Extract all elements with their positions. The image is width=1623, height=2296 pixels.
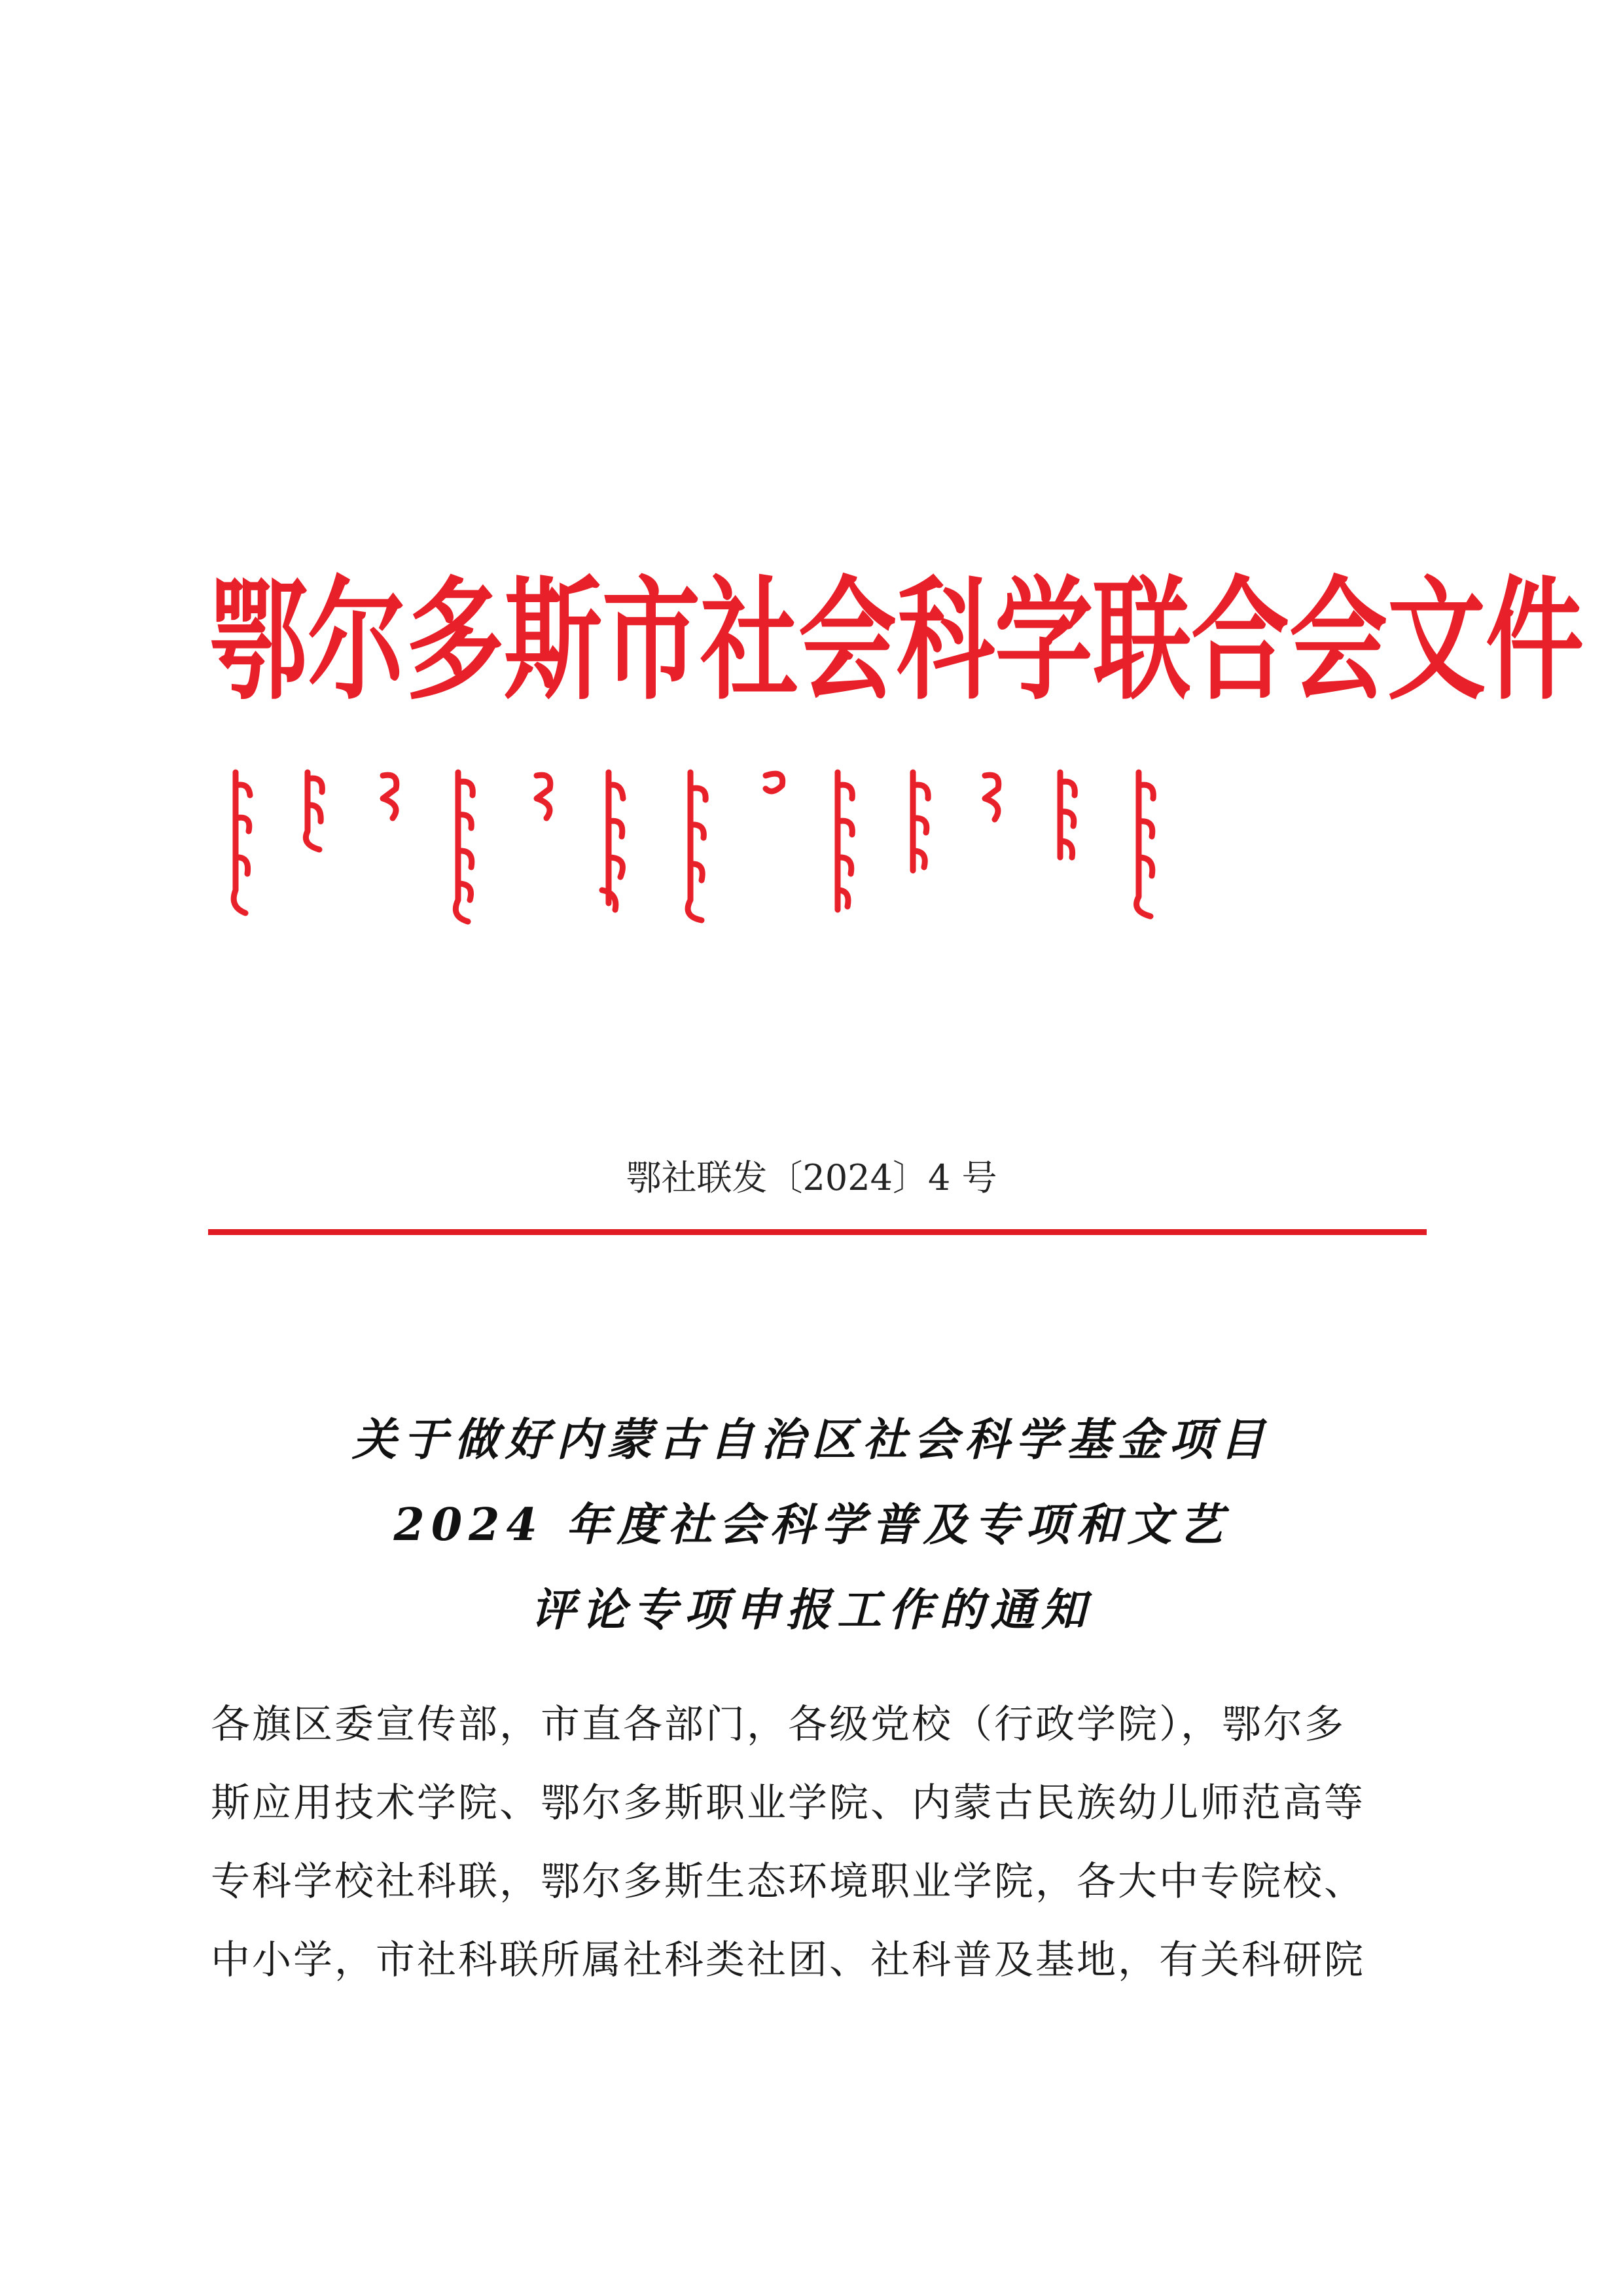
document-number: 鄂社联发〔2024〕4 号 xyxy=(626,1157,997,1198)
red-divider-rule xyxy=(208,1229,1427,1235)
body-text-line-1: 各旗区委宣传部，市直各部门，各级党校（行政学院），鄂尔多 xyxy=(211,1702,1346,1748)
masthead-chinese-title: 鄂尔多斯市社会科学联合会文件 xyxy=(209,564,1584,719)
mongolian-script-graphic xyxy=(209,759,1427,929)
notice-title-line-2: 2024 年度社会科学普及专项和文艺 xyxy=(393,1499,1230,1551)
body-text-line-3: 专科学校社科联，鄂尔多斯生态环境职业学院，各大中专院校、 xyxy=(211,1859,1365,1905)
body-text-line-2: 斯应用技术学院、鄂尔多斯职业学院、内蒙古民族幼儿师范高等 xyxy=(211,1780,1365,1826)
body-text-line-4: 中小学，市社科联所属社科类社团、社科普及基地，有关科研院 xyxy=(211,1937,1365,1983)
notice-title-line-1: 关于做好内蒙古自治区社会科学基金项目 xyxy=(351,1414,1271,1466)
notice-title-line-3: 评论专项申报工作的通知 xyxy=(530,1584,1092,1636)
masthead-mongolian-title xyxy=(209,759,1427,929)
